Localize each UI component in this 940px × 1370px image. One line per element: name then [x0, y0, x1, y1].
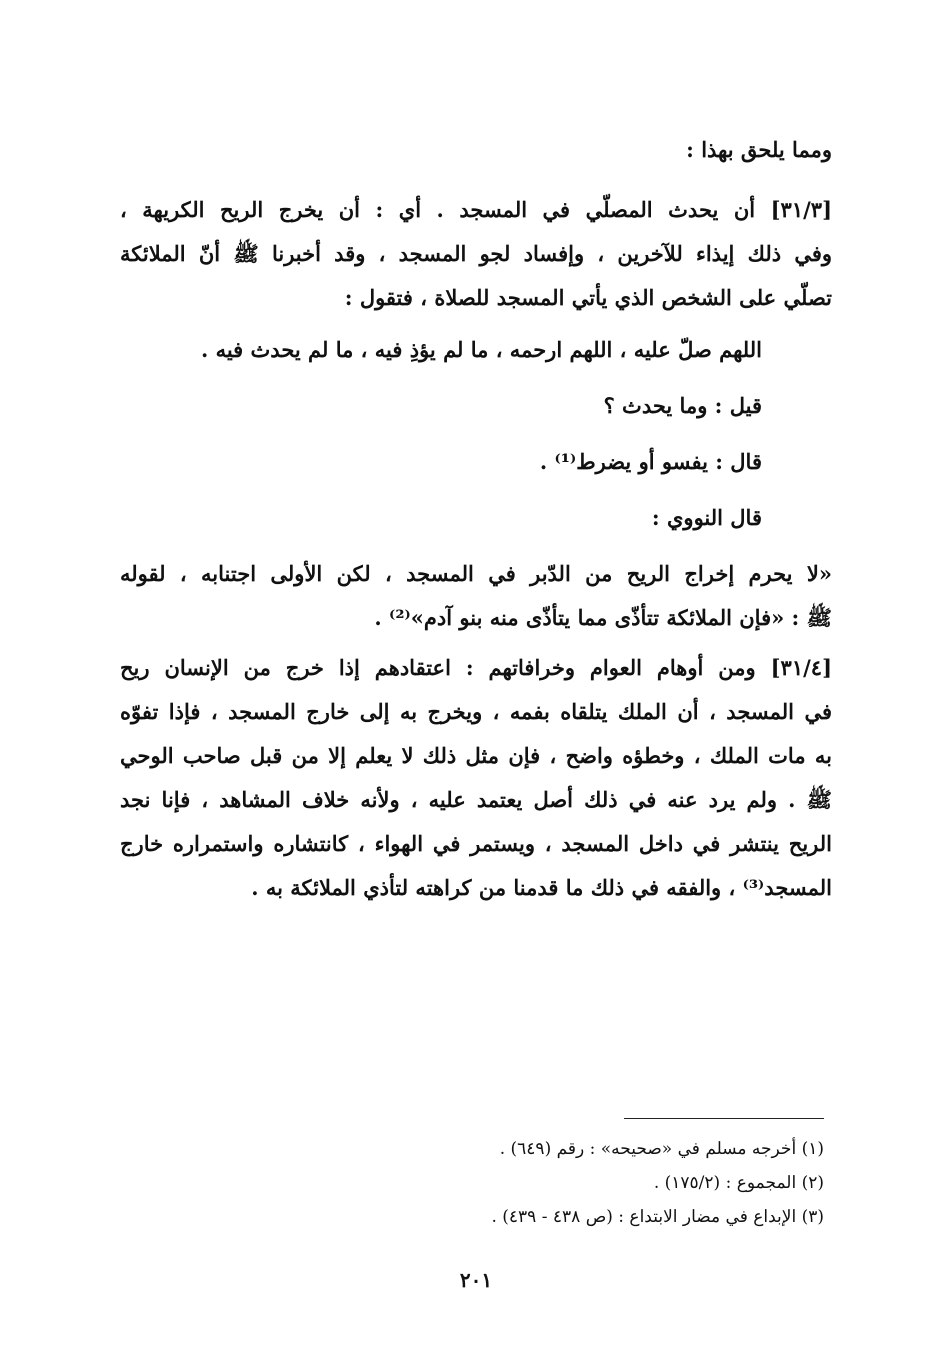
- paragraph-line: الريح ينتشر في داخل المسجد ، ويستمر في الهواء ، كانتشاره واستمراره خارج: [120, 831, 832, 856]
- quote-line: ﷺ : «فإن الملائكة تتأذّى مما يتأذّى منه بنو آدم»⁽²⁾ .: [374, 605, 832, 630]
- page-number: ٢٠١: [459, 1268, 493, 1292]
- paragraph-line: به مات الملك ، وخطؤه واضح ، فإن مثل ذلك لا يعلم إلا من قبل صاحب الوحي: [120, 743, 832, 768]
- paragraph-31-4: [120, 646, 832, 910]
- nawawi-heading: قال النووي :: [651, 505, 762, 530]
- answer-line: قال : يفسو أو يضرط⁽¹⁾ .: [539, 449, 762, 474]
- paragraph-line: ﷺ . ولم يرد عنه في ذلك أصل يعتمد عليه ، ولأنه خلاف المشاهد ، فإنا نجد: [120, 787, 832, 812]
- intro-line: ومما يلحق بهذا :: [686, 137, 832, 162]
- paragraph-line: وفي ذلك إيذاء للآخرين ، وإفساد لجو المسجد ، وقد أخبرنا ﷺ أنّ الملائكة: [120, 241, 832, 266]
- paragraph-line: في المسجد ، أن الملك يتلقاه بفمه ، ويخرج به إلى خارج المسجد ، فإذا تفوّه: [120, 699, 832, 724]
- footnotes: [124, 1132, 824, 1234]
- paragraph-line: تصلّي على الشخص الذي يأتي المسجد للصلاة ، فتقول :: [344, 285, 832, 310]
- paragraph-line: [٣١/٣] أن يحدث المصلّي في المسجد . أي : أن يخرج الريح الكريهة ،: [120, 197, 832, 222]
- quote-line: «لا يحرم إخراج الريح من الدّبر في المسجد ، لكن الأولى اجتنابه ، لقوله: [120, 561, 832, 586]
- footnote-separator: [624, 1118, 824, 1119]
- book-page: [120, 120, 832, 1300]
- footnote-3: (٣) الإبداع في مضار الابتداع : (ص ٤٣٨ - ٤٣٩) .: [491, 1207, 824, 1227]
- paragraph-31-3: [120, 188, 832, 320]
- footnote-1: (١) أخرجه مسلم في «صحيحه» : رقم (٦٤٩) .: [499, 1139, 824, 1159]
- prayer-quote: اللهم صلّ عليه ، اللهم ارحمه ، ما لم يؤذِ فيه ، ما لم يحدث فيه .: [200, 337, 762, 362]
- footnote-2: (٢) المجموع : (١٧٥/٢) .: [653, 1173, 824, 1193]
- question-line: قيل : وما يحدث ؟: [603, 393, 762, 418]
- nawawi-quote: [120, 552, 832, 640]
- paragraph-line: المسجد⁽³⁾ ، والفقه في ذلك ما قدمنا من كراهته لتأذي الملائكة به .: [251, 875, 832, 900]
- paragraph-line: [٣١/٤] ومن أوهام العوام وخرافاتهم : اعتقادهم إذا خرج من الإنسان ريح: [120, 655, 832, 680]
